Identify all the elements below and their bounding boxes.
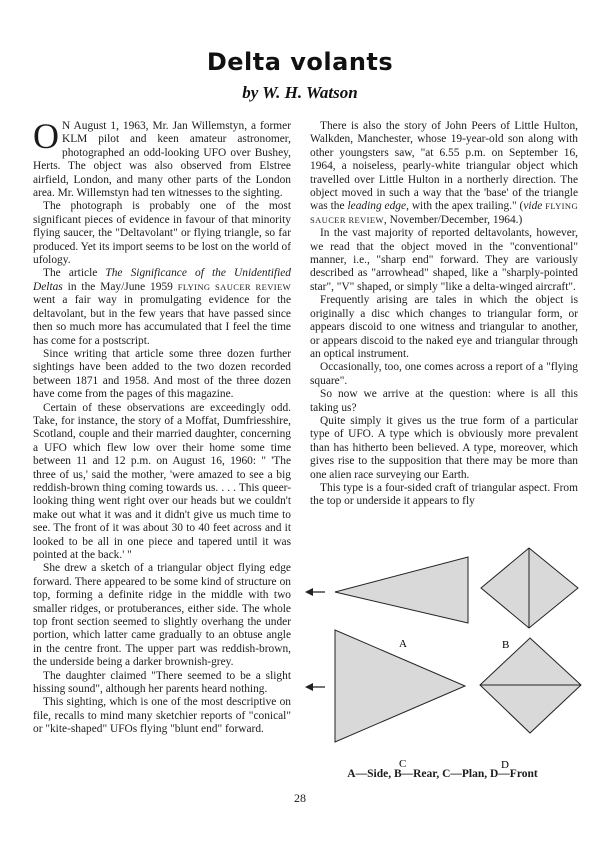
paragraph: Frequently arising are tales in which the object is originally a disc which changes to triangular form, or appears discoid to one witness and triangular to another, or appears discoid to the naked eye and triangular through an optical instrument. [310,294,578,360]
paragraph: The daughter claimed "There seemed to be a slight hissing sound", although her parents heard nothing. [33,669,291,696]
label-a: A [399,638,407,650]
paragraph: The photograph is probably one of the most significant pieces of evidence in favour of that minority flying saucer, the "Deltavolant" or flying triangle, so far produced. Yet its import seems to be lost on the world of ufology. [33,200,291,267]
paragraph: So now we arrive at the question: where is all this taking us? [310,388,578,414]
figure-caption: A—Side, B—Rear, C—Plan, D—Front [347,768,538,780]
left-column [33,120,291,800]
direction-arrow-bottom [305,683,325,691]
magazine-name: FLYING SAUCER REVIEW [310,201,578,225]
paragraph: She drew a sketch of a triangular object flying edge forward. There appeared to be some kind of structure on top, forming a definite ridge in the middle with two smaller ridges, or protuberances, either side. The whole top front section seemed to slightly overhang the under portion, which latter came gradually to an obtuse angle in the centre front. The upper part was reddish-brown, the underside being a darker brownish-grey. [33,562,291,669]
article-title: Delta volants [206,48,394,76]
paragraph: O N August 1, 1963, Mr. Jan Willemstyn, a former KLM pilot and keen amateur astronomer, photographed an odd-looking UFO over Bushey, Herts. The object was also observed from Elstree airfield, London, and many other parts of the London area. Mr. Willemstyn had ten witnesses to the sighting. [33,120,291,200]
page-number: 28 [294,791,306,805]
label-b: B [502,639,510,651]
paragraph: This type is a four-sided craft of triangular aspect. From the top or underside it appears to fly [310,481,578,508]
right-column [310,120,578,540]
paragraph: In the vast majority of reported deltavolants, however, we read that the object moved in the "conventional" manner, i.e., "sharp end" forward. They are variously described as "arrowhead" shaped, like a "sharply-pointed star", "V" shaped, or simply "like a delta-winged aircraft". [310,227,578,293]
label-c: C [399,758,407,770]
paragraph: Occasionally, too, one comes across a report of a "flying square". [310,361,578,387]
delta-diagram [305,530,585,790]
paragraph: Since writing that article some three dozen further sightings have been added to the two dozen recorded between 1871 and 1958. And most of the three dozen have come from the pages of this magazine. [33,347,291,401]
paragraph: There is also the story of John Peers of Little Hulton, Walkden, Manchester, whose 19-year-old son along with other youngsters saw, "at 6.55 p.m. on September 16, 1964, a noiseless, pearly-white triangular object which travelled over Little Hulton in a northerly direction. The object moved in such a way that the 'base' of the triangle was the leading edge, with the apex trailing." (vide FLYING SAUCER REVIEW, November/December, 1964.) [310,120,578,226]
paragraph: The article The Significance of the Unidentified Deltas in the May/June 1959 FLYING SAUCER REVIEW went a fair way in promulgating evidence for the deltavolant, but in the few years that have passed since then so much more has accumulated that I feel the time has come for a postscript. [33,267,291,347]
drop-cap: O [33,120,59,156]
diamond-front-view-d [480,638,581,733]
article-byline: by W. H. Watson [242,83,358,102]
label-d: D [501,759,509,771]
paragraph: This sighting, which is one of the most descriptive on file, recalls to mind many sketchier reports of "conical" or "kite-shaped" UFOs flying "blunt end" forward. [33,696,291,736]
paragraph: Certain of these observations are exceedingly odd. Take, for instance, the story of a Moffat, Dumfriesshire, Scotland, couple and their married daughter, concerning a UFO which flew low over their home some time between 11 and 12 p.m. on August 16, 1960: " 'The three of us,' said the mother, 'were amazed to see a big reddish-brown thing coming towards us. . . . This queer-looking thing went right over our heads but we couldn't make out what it was and it didn't give us much time to see. The front of it was about 30 to 40 feet across and it looked to be all in one piece and tapered until it was pointed at the back.' " [33,401,291,561]
diamond-rear-view-b [481,548,578,628]
triangle-side-view-a [335,557,468,623]
direction-arrow-top [305,588,325,596]
paragraph: Quite simply it gives us the true form of a particular type of UFO. A type which is obviously more prevalent than has hitherto been believed. A type, moreover, which gives rise to the supposition that there may be more than one alien race surveying our Earth. [310,414,578,481]
magazine-name: FLYING SAUCER REVIEW [177,281,291,292]
